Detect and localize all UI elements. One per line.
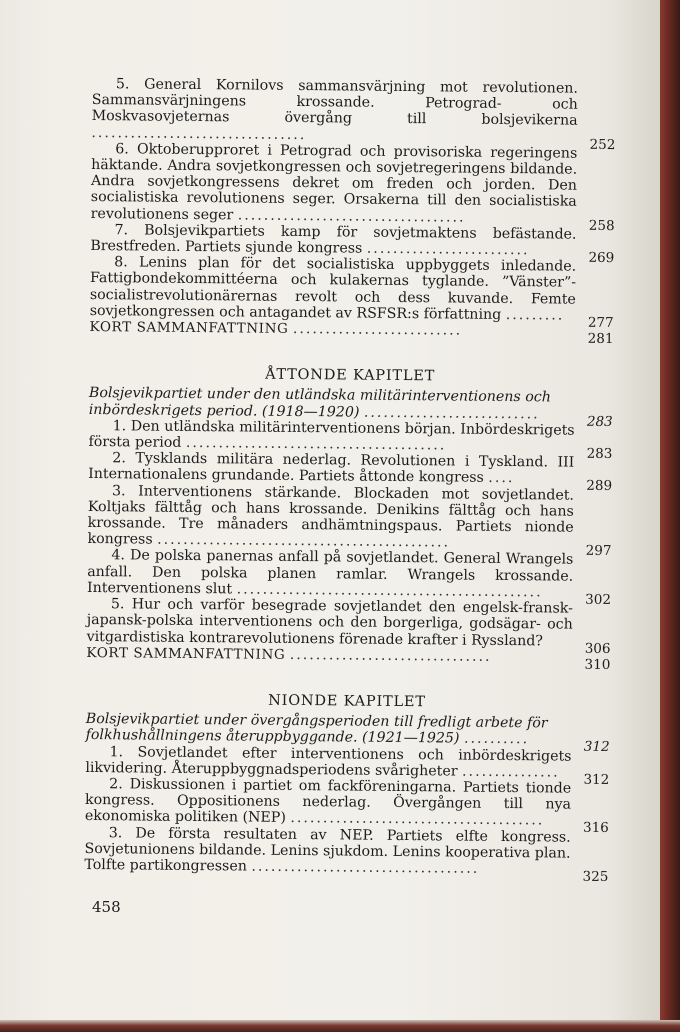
toc-page-number: 316 bbox=[582, 820, 609, 837]
book-bottom-edge bbox=[0, 1020, 680, 1032]
toc-page-number: 258 bbox=[588, 217, 615, 234]
toc-entry: 1. Den utländska militärinterventionens början. Inbördeskrigets första period ........................................ 283 bbox=[88, 418, 613, 463]
toc-page-number: 302 bbox=[585, 591, 612, 608]
toc-page-number: 283 bbox=[586, 413, 613, 430]
toc-page-number: 297 bbox=[585, 543, 612, 560]
toc-entry: 7. Bolsjevikpartiets kamp för sovjetmaktens befästande. Brestfreden. Partiets sjunde kongress ......................... 269 bbox=[90, 222, 615, 267]
toc-page-number: 281 bbox=[587, 330, 614, 348]
toc-section-chapter8 bbox=[86, 365, 613, 673]
toc-entry: 2. Tysklands militära nederlag. Revolutionen i Tyskland. III Internationalens grundande. Partiets åttonde kongress .... 289 bbox=[88, 450, 613, 495]
toc-entry: 6. Oktoberupproret i Petrograd och provisoriska regeringens häktande. Andra sovjetkongressen och sovjetregeringens bildande. Andra sovjetkongressens dekret om freden och jorden. Den socialistiska revolutionens seger. Orsakerna till den socialistiska revolutionens seger ................................... 258 bbox=[90, 141, 615, 234]
toc-summary: KORT SAMMANFATTNING .......................... 281 bbox=[89, 319, 614, 348]
toc-page-number: 289 bbox=[586, 478, 613, 495]
toc-entry: 8. Lenins plan för det socialistiska uppbyggets inledande. Fattigbondekommittéerna och kulakernas tyglande. ”Vänster”-socialistrevolutionärernas revolt och dess kuvande. Femte sovjetkongressen och antagandet av RSFSR:s författning ......... 277 bbox=[89, 254, 614, 331]
toc-page-number: 269 bbox=[588, 249, 615, 267]
toc-summary: KORT SAMMANFATTNING ............................... 310 bbox=[86, 644, 611, 673]
page-number: 458 bbox=[92, 898, 121, 916]
toc-page-number: 283 bbox=[586, 445, 613, 463]
toc-entry: 5. General Kornilovs sammansvärjning mot revolutionen. Sammansvärjningens krossande. Petrograd- och Moskvasovjeternas övergång till bolsjevikerna ................................. 252 bbox=[91, 76, 616, 153]
toc-page-number: 310 bbox=[584, 656, 611, 673]
toc-page-number: 312 bbox=[583, 771, 610, 788]
toc-page-number: 252 bbox=[589, 136, 616, 153]
book-cover-edge bbox=[660, 0, 680, 1032]
toc-page-number: 312 bbox=[583, 739, 610, 756]
toc-entry: 2. Diskussionen i partiet om fackföreningarna. Partiets tionde kongress. Oppositionens nederlag. Övergången till nya ekonomiska politiken (NEP) ....................................... 316 bbox=[84, 776, 609, 837]
toc-entry: 1. Sovjetlandet efter interventionens och inbördeskrigets likvidering. Återuppbyggnadsperiodens svårigheter ............... 312 bbox=[85, 743, 610, 788]
toc-section-chapter7-continued bbox=[89, 76, 616, 348]
toc-page-number: 306 bbox=[584, 640, 611, 657]
chapter-heading: NIONDE KAPITLET bbox=[268, 692, 426, 711]
toc-entry: 3. De första resultaten av NEP. Partiets elfte kongress. Sovjetunionens bildande. Lenins sjukdom. Lenins kooperativa plan. Tolfte partikongressen ................................... 325 bbox=[84, 824, 609, 885]
table-of-contents bbox=[84, 76, 616, 885]
chapter-subtitle: Bolsjevikpartiet under den utländska militärinterventionens och inbördeskrigets period. (1918—1920) ........................... 283 bbox=[88, 385, 613, 430]
chapter-heading: ÅTTONDE KAPITLET bbox=[265, 366, 436, 385]
toc-section-chapter9 bbox=[84, 691, 610, 885]
toc-entry: 5. Hur och varför besegrade sovjetlandet den engelsk-fransk-japansk-polska interventionens och den borgerliga, godsägar- och vitgardistiska kontrarevolutionens förenade krafter i Ryssland? 306 bbox=[86, 596, 611, 657]
toc-page-number: 277 bbox=[587, 314, 614, 331]
toc-entry: 4. De polska panernas anfall på sovjetlandet. General Wrangels anfall. Den polska planen ramlar. Wrangels krossande. Interventionens slut ............................................... 302 bbox=[87, 547, 612, 608]
chapter-subtitle: Bolsjevikpartiet under övergångsperioden till fredligt arbete för folkhushållningens återuppbyggande. (1921—1925) .......... 312 bbox=[85, 711, 610, 756]
toc-page-number: 325 bbox=[582, 868, 609, 885]
toc-entry: 3. Interventionens stärkande. Blockaden mot sovjetlandet. Koltjaks fälttåg och hans krossande. Denikins fälttåg och hans krossande. Tre månaders andhämtningspaus. Partiets nionde kongress ............................................. 297 bbox=[87, 482, 612, 560]
